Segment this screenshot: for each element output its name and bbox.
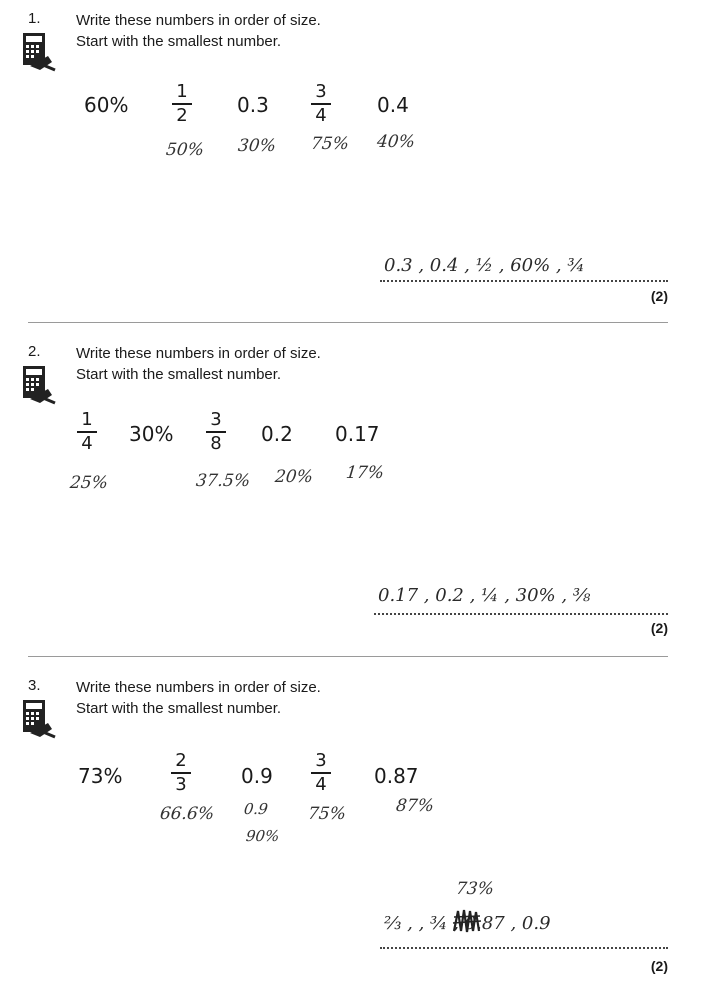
fraction-numerator: 3: [315, 81, 327, 102]
working-note: 50%: [164, 140, 205, 160]
prompt-line-2: Start with the smallest number.: [76, 33, 282, 50]
answer-text: ⅔ , , ¾ , 0.87 , 0.9: [384, 913, 551, 934]
marks-label: (2): [650, 288, 668, 304]
fraction-item: [204, 410, 228, 454]
fraction-denominator: 3: [175, 774, 187, 795]
working-note: 37.5%: [194, 471, 252, 491]
working-note: 0.9: [243, 800, 269, 818]
prompt-line-1: Write these numbers in order of size.: [76, 679, 321, 696]
question-prompt: [76, 343, 321, 385]
number-item: 0.9: [241, 764, 273, 788]
question-3: [0, 667, 710, 997]
number-item: 60%: [84, 93, 129, 117]
working-note: 17%: [344, 463, 385, 483]
fraction-denominator: 4: [315, 105, 327, 126]
working-note: 75%: [306, 804, 347, 824]
fraction-numerator: 1: [176, 81, 188, 102]
scribble-out-mark: [452, 907, 482, 935]
fraction-denominator: 2: [176, 105, 188, 126]
fraction-item: [309, 751, 333, 795]
prompt-line-2: Start with the smallest number.: [76, 366, 282, 383]
fraction-item: [309, 82, 333, 126]
fraction-denominator: 4: [81, 433, 93, 454]
working-note: 20%: [273, 467, 314, 487]
prompt-line-1: Write these numbers in order of size.: [76, 345, 321, 362]
working-note: 66.6%: [158, 804, 216, 824]
fraction-numerator: 2: [175, 750, 187, 771]
answer-line: [374, 613, 668, 615]
question-prompt: [76, 10, 321, 52]
answer-line: [380, 947, 668, 949]
question-2: [0, 333, 710, 663]
calculator-icon: [22, 32, 56, 72]
calculator-icon: [22, 365, 56, 405]
fraction-numerator: 3: [315, 750, 327, 771]
question-prompt: [76, 677, 321, 719]
number-item: 30%: [129, 422, 174, 446]
number-item: 0.87: [374, 764, 419, 788]
section-divider: [28, 656, 668, 657]
number-item: 73%: [78, 764, 123, 788]
working-note: 87%: [394, 796, 435, 816]
answer-text: 0.3 , 0.4 , ½ , 60% , ¾: [384, 255, 585, 276]
marks-label: (2): [650, 620, 668, 636]
fraction-numerator: 1: [81, 409, 93, 430]
number-item: 0.4: [377, 93, 409, 117]
working-note: 25%: [68, 473, 109, 493]
working-note: 30%: [236, 136, 277, 156]
section-divider: [28, 322, 668, 323]
prompt-line-1: Write these numbers in order of size.: [76, 12, 321, 29]
fraction-item: [75, 410, 99, 454]
number-item: 0.3: [237, 93, 269, 117]
question-number: 1.: [28, 10, 41, 27]
fraction-denominator: 4: [315, 774, 327, 795]
number-item: 0.2: [261, 422, 293, 446]
fraction-numerator: 3: [210, 409, 222, 430]
answer-line: [380, 280, 668, 282]
prompt-line-2: Start with the smallest number.: [76, 700, 282, 717]
answer-annotation: 73%: [454, 879, 495, 899]
question-1: [0, 0, 710, 330]
fraction-item: [169, 751, 193, 795]
fraction-denominator: 8: [210, 433, 222, 454]
fraction-item: [170, 82, 194, 126]
working-note: 90%: [245, 827, 281, 845]
number-item: 0.17: [335, 422, 380, 446]
question-number: 2.: [28, 343, 41, 360]
marks-label: (2): [650, 958, 668, 974]
working-note: 75%: [309, 134, 350, 154]
working-note: 40%: [375, 132, 416, 152]
question-number: 3.: [28, 677, 41, 694]
calculator-icon: [22, 699, 56, 739]
answer-text: 0.17 , 0.2 , ¼ , 30% , ⅜: [378, 585, 591, 606]
